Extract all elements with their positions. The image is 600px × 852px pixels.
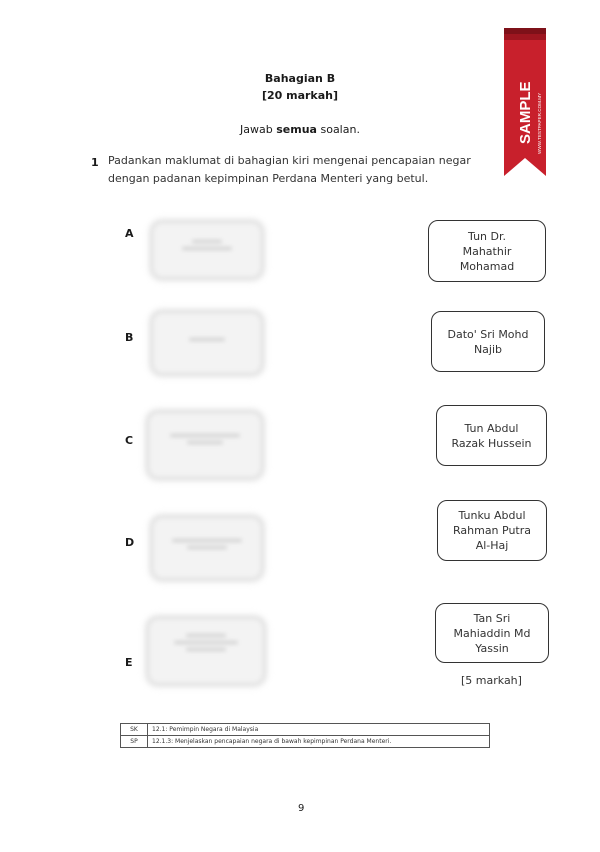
reference-desc: 12.1: Pemimpin Negara di Malaysia bbox=[148, 724, 490, 736]
reference-code: SK bbox=[121, 724, 148, 736]
section-marks: [20 markah] bbox=[261, 89, 339, 102]
section-title: Bahagian B bbox=[264, 72, 336, 85]
blurred-achievement-box-d bbox=[150, 515, 264, 581]
instruction-pre: Jawab bbox=[240, 123, 277, 136]
reference-table bbox=[120, 723, 490, 748]
instruction-bold: semua bbox=[276, 123, 317, 136]
marks-note: [5 markah] bbox=[461, 674, 522, 687]
blurred-achievement-box-c bbox=[146, 410, 264, 480]
pm-box-mahathir: Tun Dr. Mahathir Mohamad bbox=[428, 220, 546, 282]
page-number: 9 bbox=[298, 803, 305, 814]
item-label-b: B bbox=[125, 331, 134, 344]
table-row bbox=[121, 736, 490, 748]
item-label-c: C bbox=[125, 434, 134, 447]
table-row bbox=[121, 724, 490, 736]
blurred-achievement-box-b bbox=[150, 310, 264, 376]
question-line-2: dengan padanan kepimpinan Perdana Menteri yang betul. bbox=[108, 172, 429, 185]
pm-box-najib: Dato' Sri Mohd Najib bbox=[431, 311, 545, 372]
question-line-1: Padankan maklumat di bahagian kiri mengenai pencapaian negar bbox=[108, 154, 471, 167]
pm-box-mahiaddin: Tan Sri Mahiaddin Md Yassin bbox=[435, 603, 549, 663]
blurred-achievement-box-e bbox=[146, 616, 266, 686]
sample-ribbon-watermark bbox=[504, 26, 546, 184]
item-label-a: A bbox=[125, 227, 134, 240]
pm-box-tunku-abdul-rahman: Tunku Abdul Rahman Putra Al-Haj bbox=[437, 500, 547, 561]
pm-box-abdul-razak: Tun Abdul Razak Hussein bbox=[436, 405, 547, 466]
question-number: 1 bbox=[91, 156, 99, 169]
watermark-url: WWW.TESTPAPER.COM.MY bbox=[537, 92, 542, 154]
reference-desc: 12.1.3: Menjelaskan pencapaian negara di bawah kepimpinan Perdana Menteri. bbox=[148, 736, 490, 748]
watermark-text: SAMPLE bbox=[517, 81, 534, 144]
instruction-post: soalan. bbox=[316, 123, 360, 136]
reference-code: SP bbox=[121, 736, 148, 748]
item-label-e: E bbox=[125, 656, 133, 669]
blurred-achievement-box-a bbox=[150, 220, 264, 280]
item-label-d: D bbox=[125, 536, 135, 549]
